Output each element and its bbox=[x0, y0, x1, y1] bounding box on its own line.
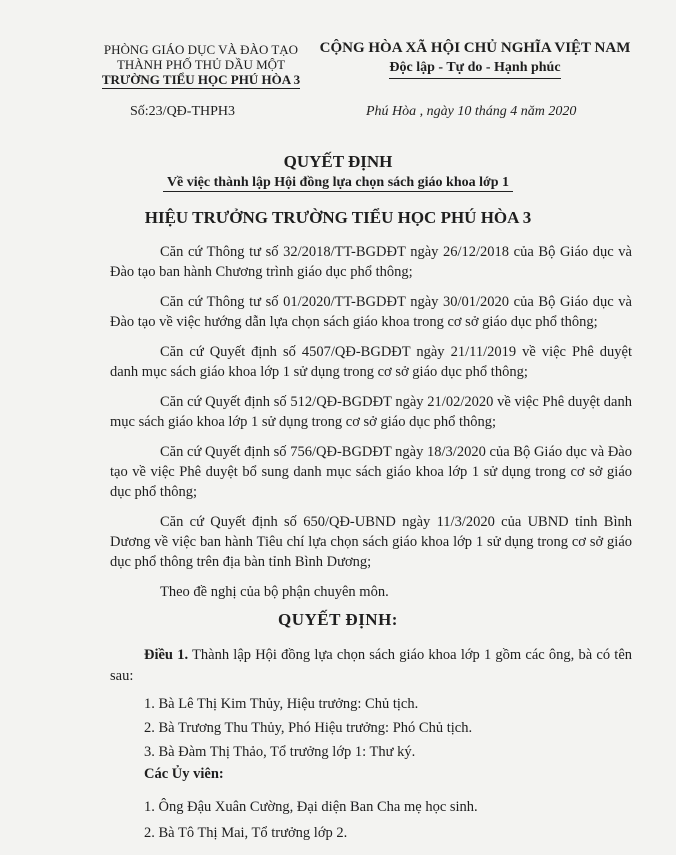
committee-members-list bbox=[144, 794, 634, 846]
committee-label: Các Ủy viên: bbox=[144, 766, 224, 782]
school-name: TRƯỜNG TIỂU HỌC PHÚ HÒA 3 bbox=[101, 72, 301, 87]
issuing-agency-block bbox=[70, 42, 332, 89]
list-item: 1. Bà Lê Thị Kim Thủy, Hiệu trưởng: Chủ tịch. bbox=[144, 696, 419, 712]
list-item: 1. Ông Đậu Xuân Cường, Đại diện Ban Cha mẹ học sinh. bbox=[144, 799, 478, 815]
place-date-line: Phú Hòa , ngày 10 tháng 4 năm 2020 bbox=[366, 104, 577, 119]
national-motto: Độc lập - Tự do - Hạnh phúc bbox=[389, 59, 560, 79]
legal-basis-paragraph: Căn cứ Thông tư số 01/2020/TT-BGDĐT ngày 30/01/2020 của Bộ Giáo dục và Đào tạo về việc hướng dẫn lựa chọn sách giáo khoa trong cơ sở giáo dục phổ thông; bbox=[110, 294, 632, 330]
list-item: 3. Bà Đàm Thị Thảo, Tổ trưởng lớp 1: Thư ký. bbox=[144, 744, 416, 760]
document-subtitle: Về việc thành lập Hội đồng lựa chọn sách giáo khoa lớp 1 bbox=[163, 175, 513, 192]
national-header-block bbox=[310, 39, 640, 79]
authority-heading: HIỆU TRƯỞNG TRƯỜNG TIỂU HỌC PHÚ HÒA 3 bbox=[144, 208, 532, 227]
proposal-paragraph: Theo đề nghị của bộ phận chuyên môn. bbox=[160, 584, 389, 600]
nation-name: CỘNG HÒA XÃ HỘI CHỦ NGHĨA VIỆT NAM bbox=[319, 40, 631, 56]
article-1 bbox=[110, 645, 632, 687]
document-subtitle-wrap bbox=[0, 175, 676, 191]
agency-line-2: THÀNH PHỐ THỦ DẦU MỘT bbox=[116, 57, 286, 72]
article-1-label: Điều 1. bbox=[144, 647, 189, 663]
council-members-list bbox=[144, 692, 634, 764]
agency-line-1: PHÒNG GIÁO DỤC VÀ ĐÀO TẠO bbox=[103, 42, 299, 57]
legal-basis-paragraph: Căn cứ Quyết định số 756/QĐ-BGDĐT ngày 18/3/2020 của Bộ Giáo dục và Đào tạo về việc Phê duyệt bổ sung danh mục sách giáo khoa lớp 1 sử dụng trong cơ sở giáo dục phổ thông; bbox=[110, 444, 632, 500]
legal-basis-paragraph: Căn cứ Quyết định số 512/QĐ-BGDĐT ngày 21/02/2020 về việc Phê duyệt danh mục sách giáo khoa lớp 1 sử dụng trong cơ sở giáo dục phổ thông; bbox=[110, 394, 632, 430]
document-title: QUYẾT ĐỊNH bbox=[283, 152, 393, 171]
list-item: 2. Bà Tô Thị Mai, Tổ trưởng lớp 2. bbox=[144, 825, 348, 841]
list-item: 2. Bà Trương Thu Thủy, Phó Hiệu trưởng: Phó Chủ tịch. bbox=[144, 720, 473, 736]
legal-basis-paragraph: Căn cứ Quyết định số 4507/QĐ-BGDĐT ngày 21/11/2019 về việc Phê duyệt danh mục sách giáo khoa lớp 1 sử dụng trong cơ sở giáo dục phổ thông; bbox=[110, 344, 632, 380]
document-number: Số:23/QĐ-THPH3 bbox=[130, 104, 236, 119]
article-1-text: Thành lập Hội đồng lựa chọn sách giáo khoa lớp 1 gồm các ông, bà có tên sau: bbox=[110, 647, 633, 684]
legal-basis-paragraph: Căn cứ Quyết định số 650/QĐ-UBND ngày 11/3/2020 của UBND tỉnh Bình Dương về việc ban hành Tiêu chí lựa chọn sách giáo khoa lớp 1 sử dụng trong cơ sở giáo dục phổ thông trên địa bàn tỉnh Bình Dương; bbox=[110, 514, 632, 570]
decision-heading: QUYẾT ĐỊNH: bbox=[278, 610, 398, 629]
legal-bases bbox=[110, 242, 632, 602]
legal-basis-paragraph: Căn cứ Thông tư số 32/2018/TT-BGDĐT ngày 26/12/2018 của Bộ Giáo dục và Đào tạo ban hành Chương trình giáo dục phổ thông; bbox=[110, 244, 632, 280]
